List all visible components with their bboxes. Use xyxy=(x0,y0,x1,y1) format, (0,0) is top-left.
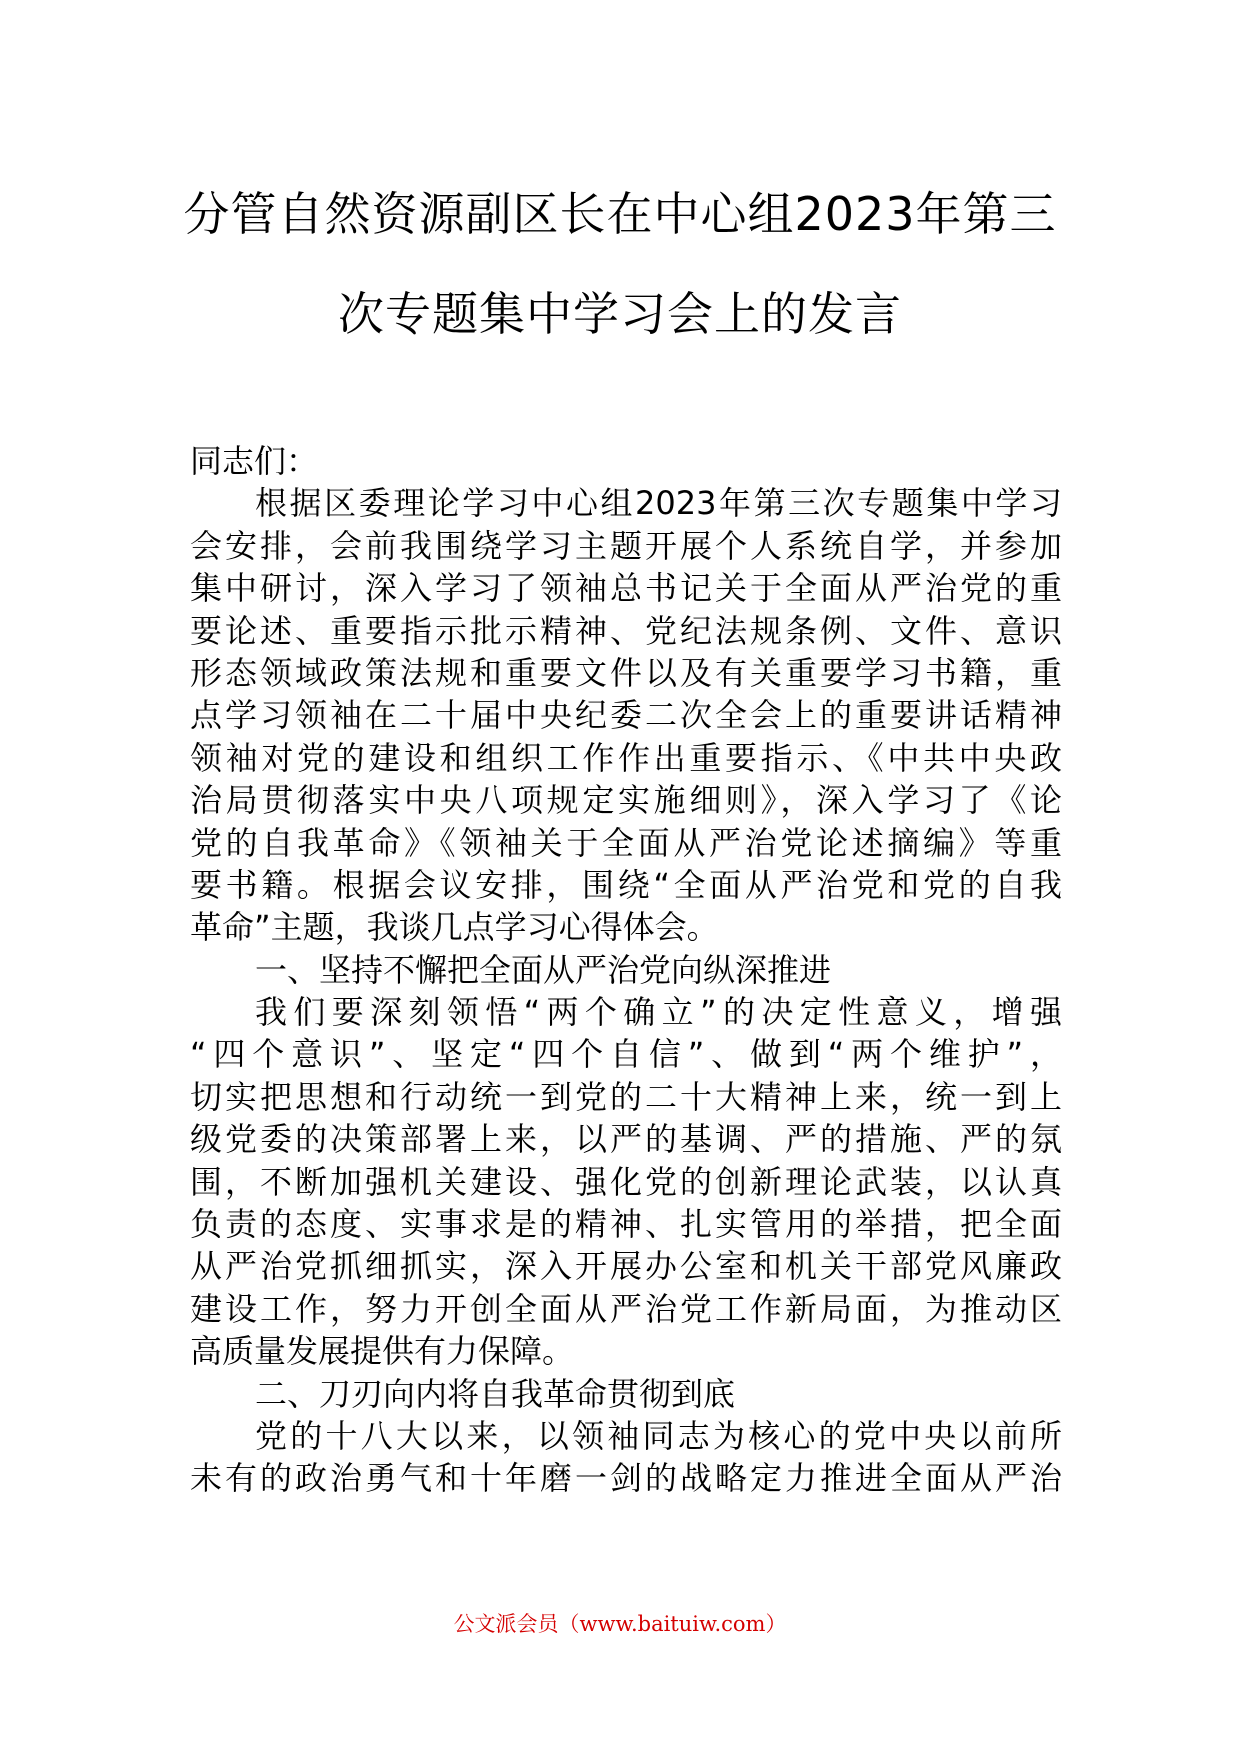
paragraph-line: 高质量发展提供有力保障。 xyxy=(190,1332,575,1371)
document-title-line-1: 分管自然资源副区长在中心组2023年第三 xyxy=(183,187,1057,241)
paragraph-line: 集中研讨，深入学习了领袖总书记关于全面从严治党的重 xyxy=(190,569,1062,608)
paragraph-line: 围，不断加强机关建设、强化党的创新理论武装，以认真 xyxy=(190,1162,1062,1201)
paragraph-line: “四个意识”、坚定“四个自信”、做到“两个维护”， xyxy=(190,1035,1062,1074)
paragraph-line: 领袖对党的建设和组织工作作出重要指示、《中共中央政 xyxy=(190,738,1062,777)
document-title-line-2: 次专题集中学习会上的发言 xyxy=(338,287,902,341)
paragraph-line: 党的自我革命》《领袖关于全面从严治党论述摘编》等重 xyxy=(190,823,1062,862)
footer-watermark: 公文派会员（www.baituiw.com） xyxy=(453,1612,787,1636)
paragraph-line: 负责的态度、实事求是的精神、扎实管用的举措，把全面 xyxy=(190,1205,1062,1244)
paragraph-line: 形态领域政策法规和重要文件以及有关重要学习书籍，重 xyxy=(190,653,1062,692)
paragraph-line: 切实把思想和行动统一到党的二十大精神上来，统一到上 xyxy=(190,1077,1062,1116)
paragraph-line: 党的十八大以来，以领袖同志为核心的党中央以前所 xyxy=(255,1416,1062,1455)
paragraph-line: 未有的政治勇气和十年磨一剑的战略定力推进全面从严治 xyxy=(190,1459,1062,1498)
section-heading-1: 一、坚持不懈把全面从严治党向纵深推进 xyxy=(255,950,832,989)
document-body xyxy=(190,440,1062,1500)
salutation: 同志们： xyxy=(190,442,319,480)
section-heading-2: 二、刀刃向内将自我革命贯彻到底 xyxy=(255,1374,736,1413)
paragraph-line: 级党委的决策部署上来，以严的基调、严的措施、严的氛 xyxy=(190,1120,1062,1159)
paragraph-line: 革命”主题，我谈几点学习心得体会。 xyxy=(190,908,719,947)
paragraph-line: 我们要深刻领悟“两个确立”的决定性意义，增强 xyxy=(255,993,1062,1032)
paragraph-line: 治局贯彻落实中央八项规定实施细则》，深入学习了《论 xyxy=(190,781,1062,820)
paragraph-line: 从严治党抓细抓实，深入开展办公室和机关干部党风廉政 xyxy=(190,1247,1062,1286)
paragraph-line: 会安排，会前我围绕学习主题开展个人系统自学，并参加 xyxy=(190,526,1062,565)
paragraph-line: 根据区委理论学习中心组2023年第三次专题集中学习 xyxy=(255,484,1062,523)
paragraph-line: 点学习领袖在二十届中央纪委二次全会上的重要讲话精神 xyxy=(190,696,1062,735)
paragraph-line: 建设工作，努力开创全面从严治党工作新局面，为推动区 xyxy=(190,1289,1062,1328)
paragraph-line: 要书籍。根据会议安排，围绕“全面从严治党和党的自我 xyxy=(190,865,1062,904)
paragraph-line: 要论述、重要指示批示精神、党纪法规条例、文件、意识 xyxy=(190,611,1062,650)
